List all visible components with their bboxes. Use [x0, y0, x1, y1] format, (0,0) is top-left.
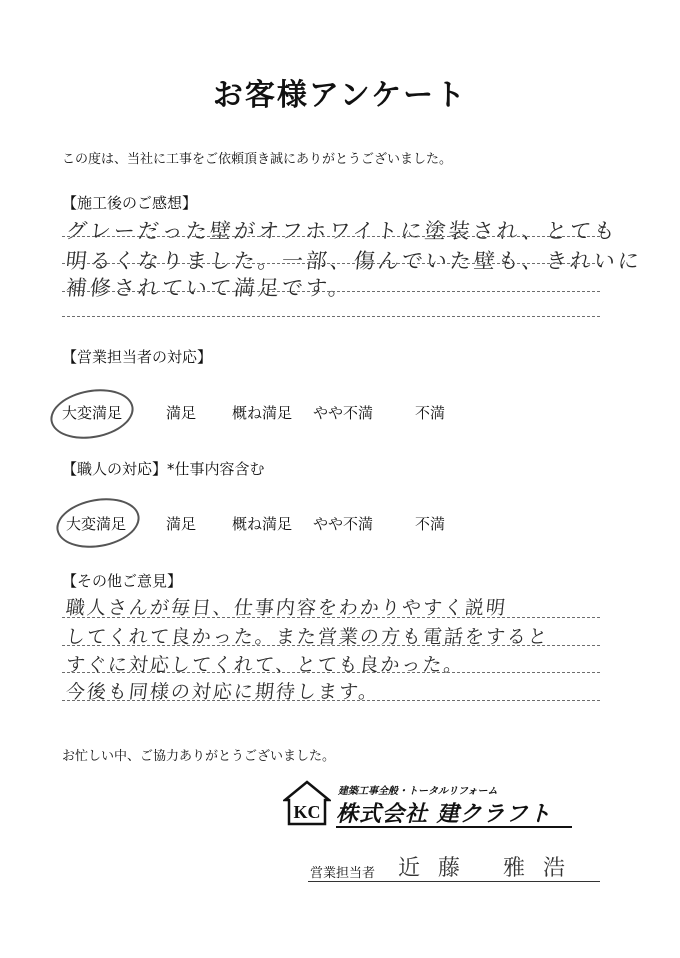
sales-option-dissatisfied[interactable]: 不満 [415, 404, 446, 422]
impressions-heading: 【施工後のご感想】 [62, 194, 198, 212]
company-underline [336, 826, 572, 828]
answer-line [62, 672, 600, 673]
craftsman-option-satisfied[interactable]: 満足 [166, 515, 197, 533]
answer-line [62, 236, 600, 237]
logo-text: KC [293, 802, 321, 822]
answer-line [62, 263, 600, 264]
comments-line-4: 今後も同様の対応に期待します。 [64, 681, 381, 703]
page-title: お客様アンケート [212, 78, 468, 113]
representative-label: 営業担当者 [310, 866, 376, 881]
sales-option-satisfied[interactable]: 満足 [166, 404, 197, 422]
answer-line [62, 291, 600, 292]
craftsman-option-somewhat-dissatisfied[interactable]: やや不満 [313, 515, 374, 533]
answer-line [62, 645, 600, 646]
comments-line-2: してくれて良かった。また営業の方も電話をすると [64, 626, 551, 648]
house-icon [283, 780, 331, 826]
comments-line-1: 職人さんが毎日、仕事内容をわかりやすく説明 [64, 597, 509, 619]
signature-line [308, 881, 600, 882]
company-logo [283, 780, 331, 826]
company-name: 株式会社 建クラフト [336, 802, 552, 827]
sales-option-mostly-satisfied[interactable]: 概ね満足 [232, 404, 293, 422]
sales-option-somewhat-dissatisfied[interactable]: やや不満 [313, 404, 374, 422]
craftsman-option-dissatisfied[interactable]: 不満 [415, 515, 446, 533]
impressions-line-1: グレーだった壁がオフホワイトに塗装され、とても [64, 219, 620, 243]
closing-text: お忙しい中、ご協力ありがとうございました。 [62, 749, 336, 764]
representative-name: 近藤 雅浩 [398, 856, 583, 881]
impressions-line-3: 補修されていて満足です。 [64, 276, 354, 300]
impressions-line-2: 明るくなりました。一部、傷んでいた壁も、きれいに [64, 249, 644, 273]
sales-response-heading: 【営業担当者の対応】 [62, 348, 213, 366]
answer-line [62, 617, 600, 618]
intro-text: この度は、当社に工事をご依頼頂き誠にありがとうございました。 [62, 152, 453, 167]
answer-line [62, 700, 600, 701]
sales-option-very-satisfied[interactable]: 大変満足 [62, 404, 123, 422]
craftsman-option-very-satisfied[interactable]: 大変満足 [66, 515, 127, 533]
other-comments-heading: 【その他ご意見】 [62, 572, 183, 590]
answer-line [62, 316, 600, 317]
comments-line-3: すぐに対応してくれて、とても良かった。 [64, 654, 466, 676]
craftsman-option-mostly-satisfied[interactable]: 概ね満足 [232, 515, 293, 533]
craftsman-response-heading: 【職人の対応】*仕事内容含む [62, 460, 265, 478]
company-tagline: 建築工事全般・トータルリフォーム [338, 786, 498, 797]
